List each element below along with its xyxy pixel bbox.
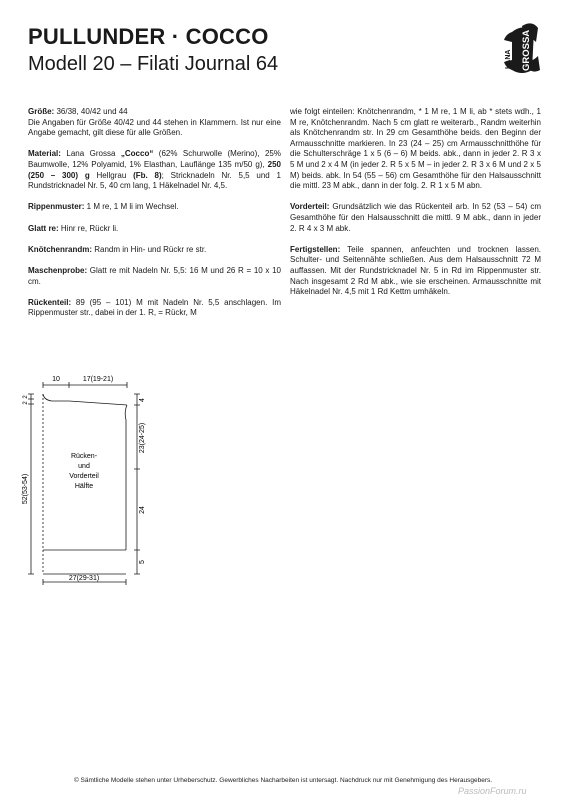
neck-depth-label-b: 2	[23, 401, 29, 405]
page-title: PULLUNDER · COCCO	[28, 24, 269, 49]
back-section-continued: wie folgt einteilen: Knötchenrandm, * 1 M re, 1 M li, ab * stets wdh., 1 M re, Knötchenrandm. Nach 5 cm glatt re weiterarb., Randm weiterhin als Knötchenrandm str. In 29 cm Gesamthöhe beids. den Beginn der Armausschnitte markieren. In 23 (24 – 25) cm Armausschnitthöhe für die Schulterschräge 1 x 5 (6 – 6) M beids. abk., dann in jeder 2. R 3 x 5 M und 2 x 4 M (in jeder 2. R 5 x 5 M – in jeder 2. R 3 x 6 M und 2 x 5 M) beids. abk. In 54 (55 – 56) cm Gesamthöhe für den Halsausschnitt die mittl. 23 M abk., dann in der folg. 2. R 1 x 5 M abn.	[290, 107, 541, 191]
bottom-width-label: 27(29-31)	[68, 575, 100, 582]
armhole-curve	[125, 405, 127, 550]
gauge-section: Maschenprobe: Glatt re mit Nadeln Nr. 5,5: 16 M und 26 R = 10 x 10 cm.	[28, 265, 281, 286]
pattern-schematic	[20, 372, 170, 588]
site-watermark: PassionForum.ru	[458, 786, 527, 796]
rib-height-label: 5	[139, 560, 146, 564]
shoulder-line	[69, 401, 127, 405]
lana-grossa-logo	[498, 22, 542, 78]
knot-edge-section: Knötchenrandm: Randm in Hin- und Rückr re str.	[28, 244, 207, 254]
shoulder-width-label: 17(19-21)	[82, 376, 114, 383]
piece-label-line-2: und	[78, 463, 90, 470]
instructions-left-column	[28, 107, 281, 329]
copyright-footer: © Sämtliche Modelle stehen unter Urheberschutz. Gewerbliches Nacharbeiten ist untersagt. Nachdruck nur mit Genehmigung des Herausgebers.	[73, 777, 493, 784]
material-section: Material: Lana Grossa „Cocco“ (62% Schurwolle (Merino), 25% Baumwolle, 12% Polyamid, 1% Elasthan, Lauflänge 135 m/50 g), 250 (250 – 300) g Hellgrau (Fb. 8); Stricknadeln Nr. 5,5 und 1 Rundstricknadel Nr. 5, 40 cm lang, 1 Häkelnadel Nr. 4,5.	[28, 149, 281, 191]
neck-depth-label-a: 2	[23, 395, 29, 399]
piece-label-line-4: Hälfte	[74, 483, 94, 490]
total-height-label: 52(53-54)	[22, 473, 29, 505]
page-subtitle: Modell 20 – Filati Journal 64	[28, 53, 279, 75]
finishing-section: Fertigstellen: Teile spannen, anfeuchten und trocknen lassen. Schulter- und Seitennähte schließen. Aus dem Halsausschnitt 72 M auffassen. Mit der Rundstricknadel Nr. 5 in Rd im Rippenmuster str. Nach insgesamt 2 Rd M abk., wie sie erscheinen. Armausschnitte mit Häkelnadel Nr. 4,5 mit 1 Rd Kettm umhäkeln.	[290, 244, 541, 297]
size-section: Größe: 36/38, 40/42 und 44 Die Angaben für Größe 40/42 und 44 stehen in Klammern. Ist nur eine Angabe gemacht, gilt diese für alle Größen.	[28, 107, 281, 138]
shoulder-drop-label: 4	[139, 398, 146, 402]
body-height-label: 24	[139, 506, 146, 514]
back-section: Rückenteil: 89 (95 – 101) M mit Nadeln Nr. 5,5 anschlagen. Im Rippenmuster str., dabei in der 1. R, = Rückr, M	[28, 297, 281, 318]
stockinette-section: Glatt re: Hinr re, Rückr li.	[28, 223, 119, 233]
logo-lettering-grossa: GROSSA	[521, 29, 532, 71]
logo-lettering: LANA	[505, 49, 512, 69]
neck-width-label: 10	[52, 376, 60, 383]
piece-label-line-3: Vorderteil	[69, 473, 99, 480]
rib-pattern-section: Rippenmuster: 1 M re, 1 M li im Wechsel.	[28, 202, 179, 212]
armhole-height-label: 23(24-25)	[139, 422, 146, 454]
front-section: Vorderteil: Grundsätzlich wie das Rückenteil arb. In 52 (53 – 54) cm Gesamthöhe für den Halsausschnitt die mittl. 9 M abk., dann in jeder 2. R 4 x 3 M abk.	[290, 202, 541, 233]
instructions-right-column	[290, 107, 541, 308]
piece-label-line-1: Rücken-	[70, 453, 98, 460]
neck-curve	[43, 394, 69, 401]
